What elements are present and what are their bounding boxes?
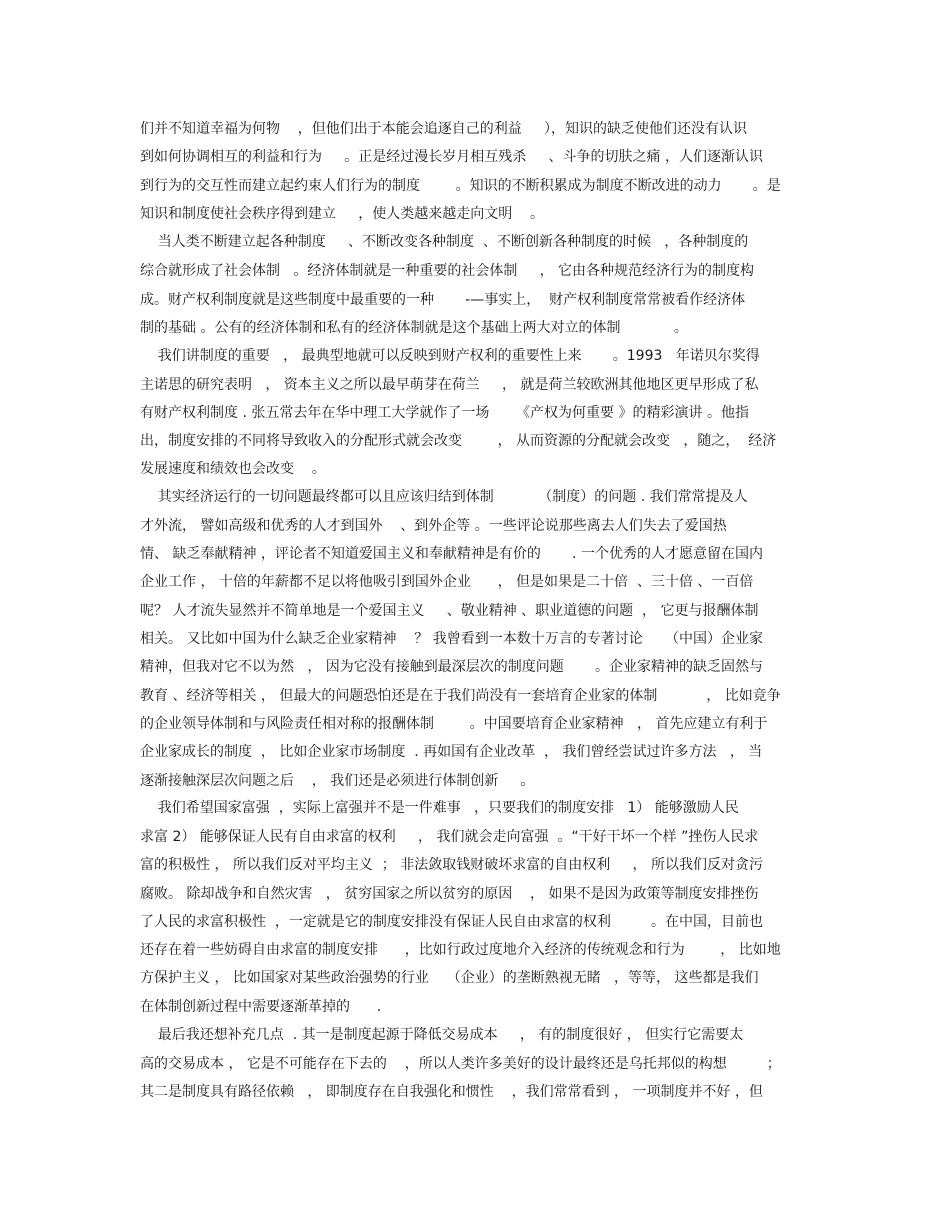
text-line: 富的积极性 ， 所以我们反对平均主义 ； 非法敛取钱财破坏求富的自由权利 ， 所以我们反对贪污 — [140, 857, 763, 873]
text-line: 当人类不断建立起各种制度 、不断改变各种制度 、不断创新各种制度的时候 ，各种制度的 — [140, 234, 749, 250]
text-line: 呢？ 人才流失显然并不简单地是一个爱国主义 、敬业精神 、职业道德的问题 ， 它更与报酬体制 — [140, 603, 759, 619]
text-line: 高的交易成本 ， 它是不可能存在下去的 ，所以人类许多美好的设计最终还是乌托邦似的构想 ； — [140, 1056, 781, 1072]
text-line: 教育 、经济等相关 ， 但最大的问题恐怕还是在于我们尚没有一套培育企业家的体制 ， 比如竞争 — [140, 688, 781, 704]
text-line: 在体制创新过程中需要逐渐革掉的 . — [140, 999, 382, 1015]
text-line: 最后我还想补充几点 . 其一是制度起源于降低交易成本 ， 有的制度很好 ， 但实行它需要太 — [140, 1027, 744, 1043]
text-line: 出，制度安排的不同将导致收入的分配形式就会改变 ， 从而资源的分配就会改变 ，随之， 经济 — [140, 433, 777, 449]
text-line: 腐败。 除却战争和自然灾害 ， 贫穷国家之所以贫穷的原因 ， 如果不是因为政策等制度安排挫伤 — [140, 886, 759, 902]
text-line: 综合就形成了社会体制 。经济体制就是一种重要的社会体制 ， 它由各种规范经济行为的制度构 — [140, 263, 755, 279]
text-line: 其二是制度具有路径依赖 ， 即制度存在自我强化和惯性 ，我们常常看到 ， 一项制度并不好 ，但 — [140, 1084, 763, 1100]
text-line: 们并不知道幸福为何物 ，但他们出于本能会追逐自己的利益 ），知识的缺乏使他们还没有认识 — [140, 121, 748, 137]
text-line: 相关。 又比如中国为什么缺乏企业家精神 ？ 我曾看到一本数十万言的专著讨论 （中国）企业家 — [140, 631, 763, 647]
text-line: 还存在着一些妨碍自由求富的制度安排 ，比如行政过度地介入经济的传统观念和行为 ， 比如地 — [140, 942, 781, 958]
text-line: 成。财产权利制度就是这些制度中最重要的一种 -—事实上， 财产权利制度常常被看作经济体 — [140, 292, 746, 308]
text-line: 企业家成长的制度 ， 比如企业家市场制度 . 再如国有企业改革 ， 我们曾经尝试过许多方法 ， 当 — [140, 744, 763, 760]
text-line: 情、 缺乏奉献精神 ，评论者不知道爱国主义和奉献精神是有价的 . 一个优秀的人才愿意留在国内 — [140, 546, 763, 562]
text-line: 精神，但我对它不以为然 ， 因为它没有接触到最深层次的制度问题 。企业家精神的缺乏固然与 — [140, 659, 763, 675]
text-line: 了人民的求富积极性 ，一定就是它的制度安排没有保证人民自由求富的权利 。在中国，目前也 — [140, 914, 763, 930]
text-line: 知识和制度使社会秩序得到建立 ，使人类越来越走向文明 。 — [140, 206, 545, 222]
text-line: 方保护主义 ， 比如国家对某些政治强势的行业 （企业）的垄断熟视无睹 ，等等， 这些都是我们 — [140, 970, 759, 986]
text-line: 逐渐接触深层次问题之后 ， 我们还是必须进行体制创新 。 — [140, 773, 535, 789]
text-line: 的企业领导体制和与风险责任相对称的报酬体制 。中国要培育企业家精神 ， 首先应建立有利于 — [140, 716, 768, 732]
text-line: 到如何协调相互的利益和行为 。正是经过漫长岁月相互残杀 、斗争的切肤之痛 ，人们逐渐认识 — [140, 149, 763, 165]
text-line: 主诺思的研究表明 ， 资本主义之所以最早萌芽在荷兰 ， 就是荷兰较欧洲其他地区更早形成了私 — [140, 377, 759, 393]
text-line: 才外流， 譬如高级和优秀的人才到国外 、到外企等 。一些评论说那些离去人们失去了爱国热 — [140, 518, 727, 534]
text-line: 发展速度和绩效也会改变 。 — [140, 461, 326, 477]
text-line: 其实经济运行的一切问题最终都可以且应该归结到体制 （制度）的问题 . 我们常常提及人 — [140, 489, 748, 505]
text-line: 到行为的交互性而建立起约束人们行为的制度 。知识的不断积累成为制度不断改进的动力 。是 — [140, 178, 781, 194]
text-line: 企业工作 ， 十倍的年薪都不足以将他吸引到国外企业 ， 但是如果是二十倍 、三十倍 、一百倍 — [140, 574, 754, 590]
text-line: 求富 2） 能够保证人民有自由求富的权利 ， 我们就会走向富强 。“干好干坏一个样 ”挫伤人民求 — [140, 829, 759, 845]
text-line: 制的基础 。公有的经济体制和私有的经济体制就是这个基础上两大对立的体制 。 — [140, 320, 688, 336]
text-line: 有财产权利制度 . 张五常去年在华中理工大学就作了一场 《产权为何重要 》的精彩演讲 。他指 — [140, 405, 749, 421]
text-line: 我们讲制度的重要 ， 最典型地就可以反映到财产权利的重要性上来 。1993 年诺贝尔奖得 — [140, 348, 760, 364]
text-line: 我们希望国家富强 ，实际上富强并不是一件难事 ，只要我们的制度安排 1） 能够激励人民 — [140, 800, 739, 816]
